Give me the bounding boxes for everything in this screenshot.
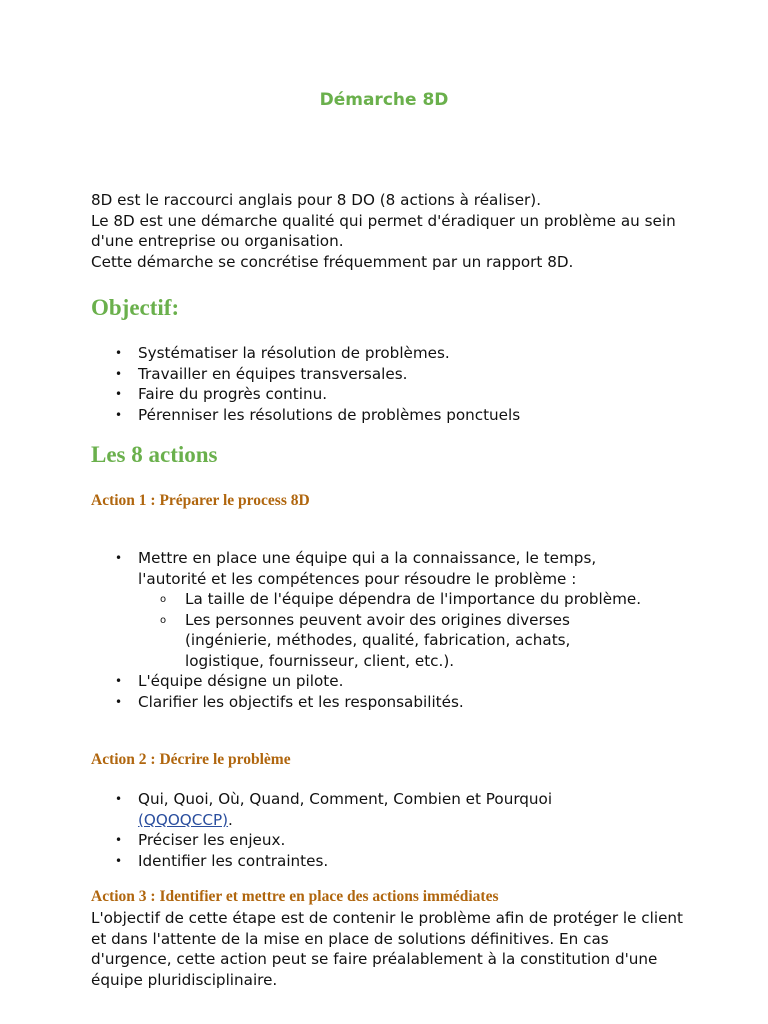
intro-line: 8D est le raccourci anglais pour 8 DO (8 actions à réaliser). [91, 191, 542, 209]
intro-paragraph [91, 190, 711, 272]
sub-list-item: o Les personnes peuvent avoir des origines diverses (ingénierie, méthodes, qualité, fabrication, achats, logistique, fournisseur, client, etc.). [160, 610, 571, 670]
list-item: • Pérenniser les résolutions de problèmes ponctuels [115, 405, 521, 424]
list-item: • Identifier les contraintes. [115, 851, 329, 870]
sub-list-item: o La taille de l'équipe dépendra de l'importance du problème. [138, 589, 651, 610]
page-title: Démarche 8D [319, 90, 449, 110]
circle-bullet-icon: o [160, 614, 167, 626]
bullet-icon: • [115, 853, 123, 868]
circle-bullet-icon: o [160, 594, 167, 605]
list-item: • Faire du progrès continu. [115, 385, 328, 403]
action-2-list [91, 789, 561, 871]
bullet-icon: • [115, 387, 123, 401]
action-1-list [91, 548, 651, 712]
list-item: • Préciser les enjeux. [115, 831, 286, 849]
list-item: • Systématiser la résolution de problèmes. [115, 344, 450, 362]
objectif-heading: Objectif: [91, 295, 180, 320]
objectif-list [91, 343, 651, 425]
list-item: • Travailler en équipes transversales. [115, 364, 408, 383]
bullet-icon: • [115, 833, 123, 847]
action-3-heading: Action 3 : Identifier et mettre en place des actions immédiates [91, 888, 499, 905]
action-3-paragraph: L'objectif de cette étape est de contenir le problème afin de protéger le client et dans l'attente de la mise en place de solutions définitives. En cas d'urgence, cette action peut se faire préalablement à la constitution d'une équipe pluridisciplinaire. [91, 909, 684, 989]
sub-list [138, 589, 651, 671]
bullet-icon: • [115, 694, 123, 709]
bullet-icon: • [115, 674, 123, 688]
bullet-icon: • [115, 346, 123, 360]
action-2-heading: Action 2 : Décrire le problème [91, 751, 291, 768]
list-item: • L'équipe désigne un pilote. [115, 672, 344, 690]
intro-line: Cette démarche se concrétise fréquemment par un rapport 8D. [91, 252, 574, 271]
bullet-icon: • [115, 407, 123, 422]
list-item: • Qui, Quoi, Où, Quand, Comment, Combien et Pourquoi (QQOQCCP). [115, 790, 553, 829]
actions-heading: Les 8 actions [91, 442, 218, 467]
intro-line: Le 8D est une démarche qualité qui permet d'éradiquer un problème au sein d'une entreprise ou organisation. [91, 211, 676, 250]
action-1-heading: Action 1 : Préparer le process 8D [91, 492, 310, 509]
bullet-icon: • [115, 551, 123, 565]
qqoqccp-link[interactable]: (QQOQCCP) [138, 810, 229, 829]
bullet-icon: • [115, 792, 123, 806]
list-item: • Mettre en place une équipe qui a la connaissance, le temps, l'autorité et les compétences pour résoudre le problème : o La taille de l'équipe dépendra de l'importance du problème. o Les personnes peuvent avoir des origines diverses (ingénierie, méthodes, qualité, fabrication, achats, logistique, fournisseur, client, etc.). [91, 548, 651, 671]
bullet-icon: • [115, 366, 123, 381]
list-item: • Clarifier les objectifs et les responsabilités. [115, 692, 464, 711]
